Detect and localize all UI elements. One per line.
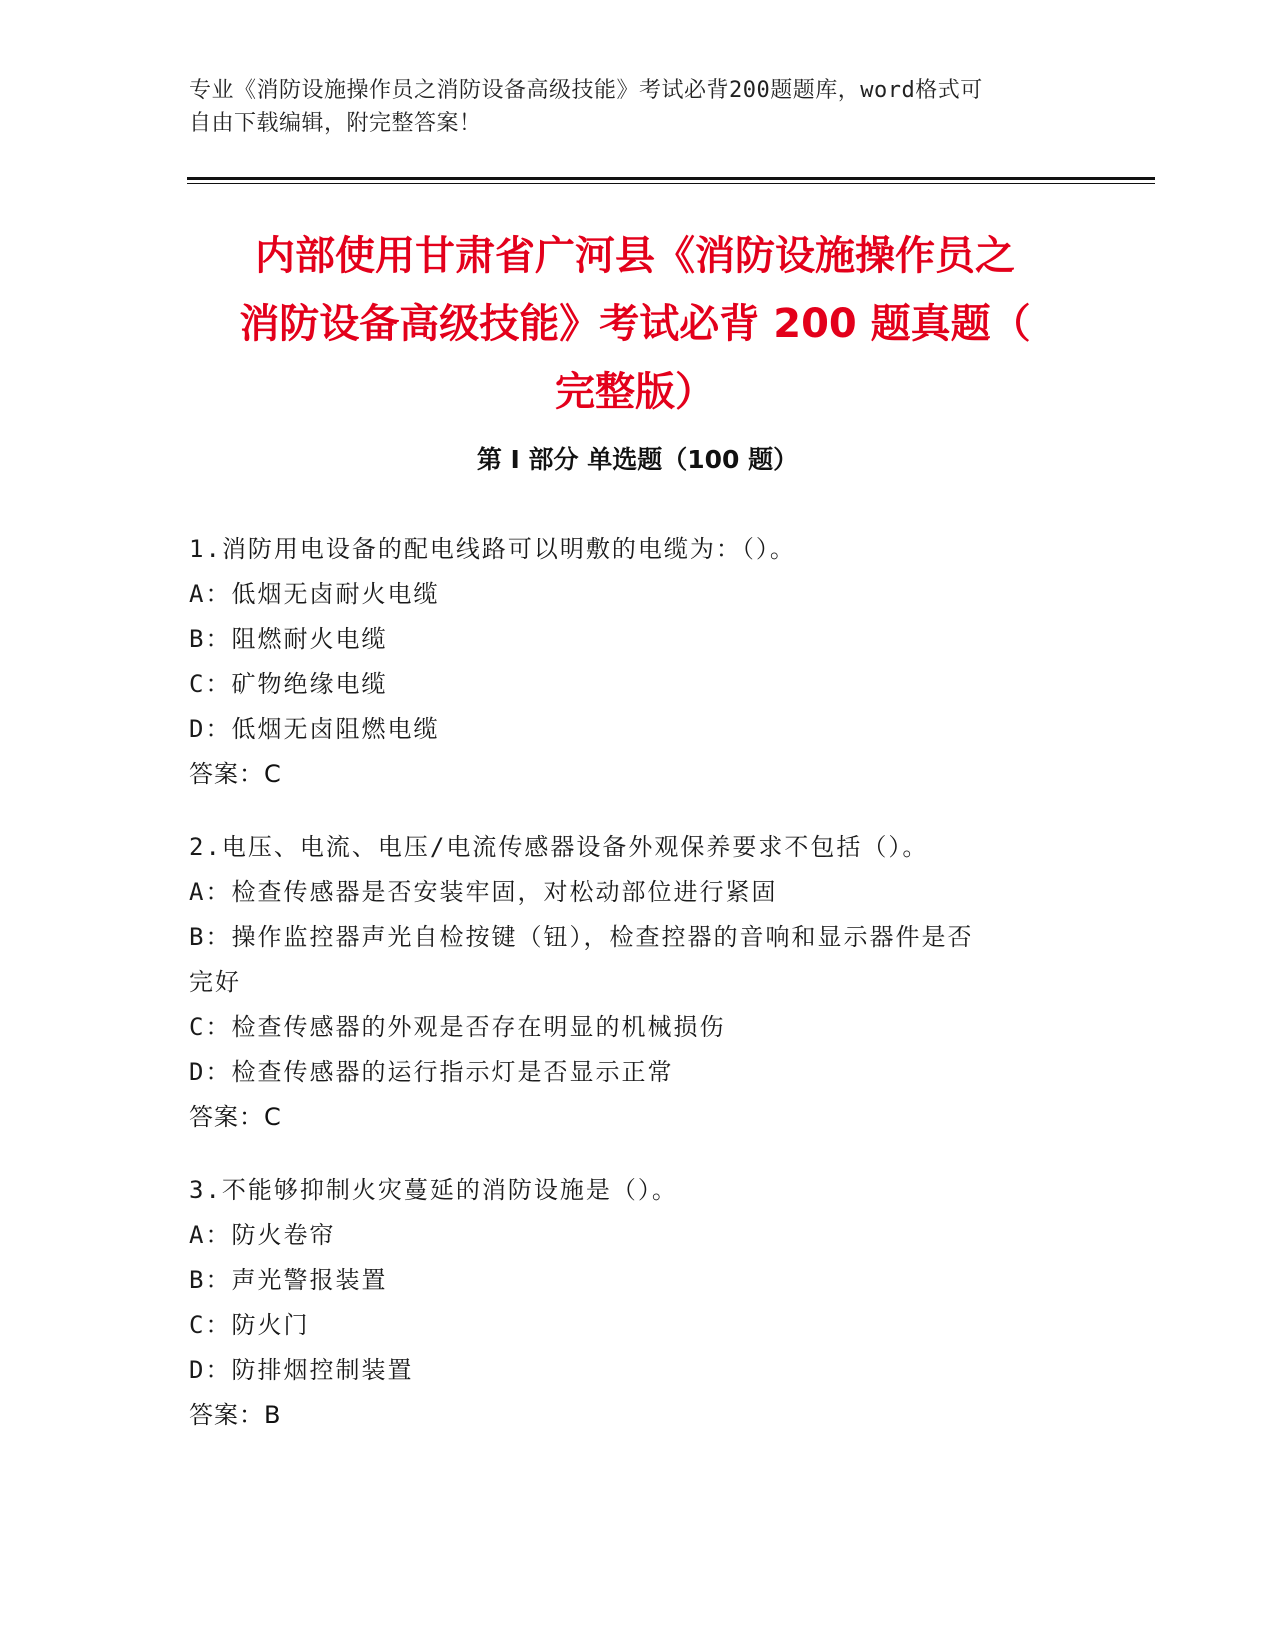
option-b: B：阻燃耐火电缆	[189, 625, 388, 653]
section-title: 第 I 部分 单选题（100 题）	[476, 445, 799, 474]
title-line-3: 完整版）	[555, 369, 715, 415]
option-a: A：防火卷帘	[189, 1221, 336, 1249]
question-list	[189, 527, 1069, 1466]
title-line-2: 消防设备高级技能》考试必背 200 题真题（	[239, 301, 1031, 347]
header-note-line-2: 自由下载编辑，附完整答案！	[189, 111, 482, 136]
option-c: C：防火门	[189, 1311, 310, 1339]
option-b: B：声光警报装置	[189, 1266, 388, 1294]
header-divider-thin	[187, 183, 1155, 184]
title-line-1: 内部使用甘肃省广河县《消防设施操作员之	[255, 233, 1015, 279]
answer: 答案：B	[189, 1401, 282, 1429]
option-d: D：低烟无卤阻燃电缆	[189, 715, 440, 743]
option-d: D：防排烟控制装置	[189, 1356, 414, 1384]
option-a: A：低烟无卤耐火电缆	[189, 580, 440, 608]
question-stem: 2.电压、电流、电压/电流传感器设备外观保养要求不包括（）。	[189, 833, 929, 861]
question-2	[189, 825, 1069, 1140]
option-a: A：检查传感器是否安装牢固，对松动部位进行紧固	[189, 878, 778, 906]
question-stem: 3.不能够抑制火灾蔓延的消防设施是（）。	[189, 1176, 678, 1204]
option-c: C：检查传感器的外观是否存在明显的机械损伤	[189, 1013, 726, 1041]
header-divider-thick	[187, 177, 1155, 180]
question-stem: 1.消防用电设备的配电线路可以明敷的电缆为：（）。	[189, 535, 796, 563]
option-c: C：矿物绝缘电缆	[189, 670, 388, 698]
document-title	[170, 222, 1100, 426]
question-3	[189, 1168, 1069, 1438]
header-note-line-1: 专业《消防设施操作员之消防设备高级技能》考试必背200题题库，word格式可	[189, 78, 983, 103]
option-d: D：检查传感器的运行指示灯是否显示正常	[189, 1058, 674, 1086]
header-note	[189, 74, 1089, 140]
option-b: B：操作监控器声光自检按键（钮），检查控器的音响和显示器件是否	[189, 923, 974, 951]
answer: 答案：C	[189, 760, 282, 788]
question-1	[189, 527, 1069, 797]
option-b-continued: 完好	[189, 968, 241, 996]
answer: 答案：C	[189, 1103, 282, 1131]
